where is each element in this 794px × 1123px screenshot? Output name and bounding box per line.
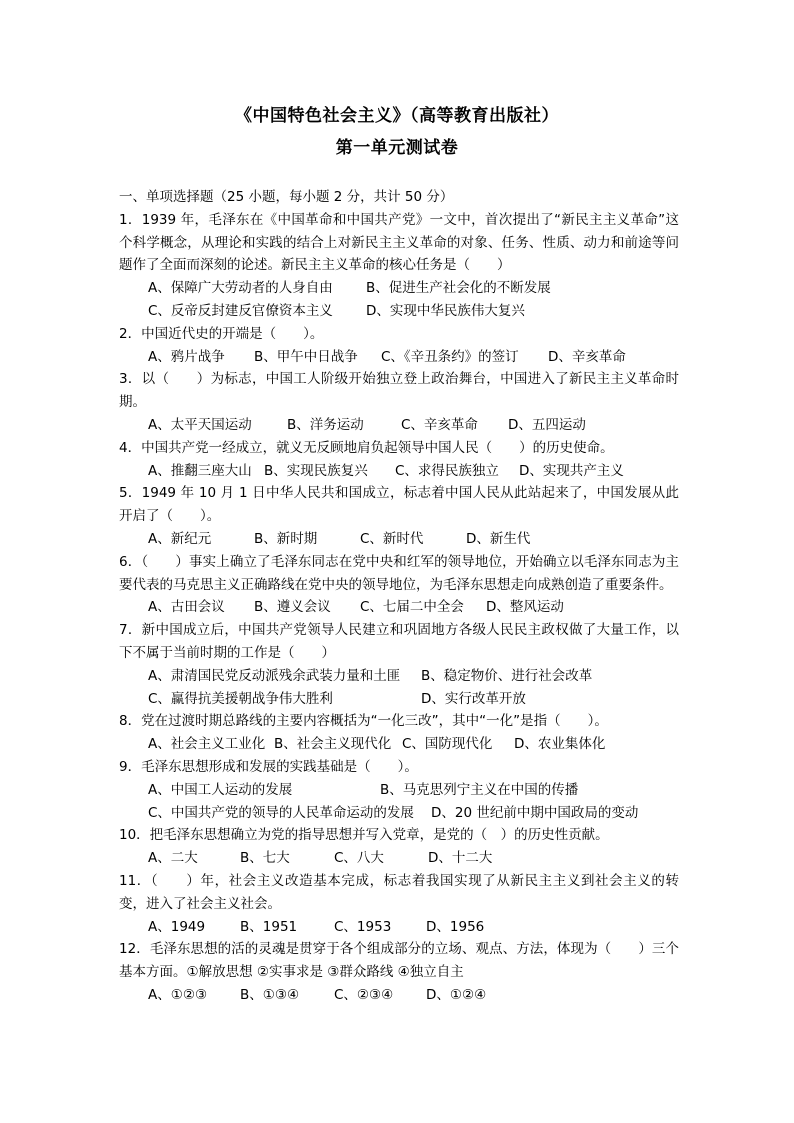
- question-list: [119, 209, 679, 1007]
- option-d: D、20 世纪前中期中国政局的变动: [431, 804, 639, 821]
- option-a: A、推翻三座大山: [148, 462, 252, 479]
- question-6: [119, 551, 679, 619]
- option-d: D、1956: [426, 918, 485, 935]
- option-c: C、1953: [334, 918, 392, 935]
- question-5: [119, 482, 679, 550]
- question-stem: 12．毛泽东思想的活的灵魂是贯穿于各个组成部分的立场、观点、方法，体现为（ ）三个基本方面。①解放思想 ②实事求是 ③群众路线 ④独立自主: [119, 941, 679, 981]
- options-row: [119, 802, 679, 825]
- options-row: [119, 460, 679, 483]
- options-row: [119, 847, 679, 870]
- option-c: C、《辛丑条约》的签订: [381, 348, 519, 365]
- options-row: [119, 300, 679, 323]
- option-d: D、农业集体化: [514, 736, 606, 753]
- question-12: [119, 938, 679, 1006]
- option-a: A、①②③: [148, 986, 208, 1003]
- option-a: A、中国工人运动的发展: [148, 781, 293, 798]
- question-8: [119, 710, 679, 756]
- question-stem: 6．（ ）事实上确立了毛泽东同志在党中央和红军的领导地位，开始确立以毛泽东同志为主要代表的马克思主义正确路线在党中央的领导地位，为毛泽东思想走向成熟创造了重要条件。: [119, 553, 679, 593]
- option-b: B、新时期: [254, 530, 318, 547]
- options-row: [119, 596, 679, 619]
- exam-title: 《中国特色社会主义》（高等教育出版社）: [235, 106, 559, 126]
- option-c: C、②③④: [334, 986, 394, 1003]
- question-stem: 2．中国近代史的开端是（ ）。: [119, 325, 324, 342]
- option-a: A、二大: [148, 850, 198, 867]
- option-a: A、鸦片战争: [148, 348, 225, 365]
- question-9: [119, 756, 679, 824]
- option-d: D、五四运动: [508, 416, 586, 433]
- question-stem: 11．（ ）年，社会主义改造基本完成，标志着我国实现了从新民主主义到社会主义的转变，进入了社会主义社会。: [119, 872, 679, 912]
- option-b: B、马克思列宁主义在中国的传播: [380, 781, 579, 798]
- options-row: [119, 665, 679, 688]
- question-11: [119, 870, 679, 938]
- question-stem: 4．中国共产党一经成立，就义无反顾地肩负起领导中国人民（ ）的历史使命。: [119, 439, 614, 456]
- question-stem: 9．毛泽东思想形成和发展的实践基础是（ ）。: [119, 758, 418, 775]
- option-c: C、八大: [334, 850, 384, 867]
- option-d: D、新生代: [466, 530, 531, 547]
- question-stem: 5．1949 年 10 月 1 日中华人民共和国成立，标志着中国人民从此站起来了，中国发展从此开启了（ ）。: [119, 485, 679, 525]
- exam-content: [119, 186, 679, 1007]
- question-stem: 8．党在过渡时期总路线的主要内容概括为“一化三改”，其中“一化”是指（ ）。: [119, 713, 608, 730]
- question-2: [119, 323, 679, 369]
- option-c: C、辛亥革命: [401, 416, 478, 433]
- option-b: B、社会主义现代化: [274, 736, 392, 753]
- option-b: B、七大: [240, 850, 290, 867]
- option-c: C、求得民族独立: [395, 462, 499, 479]
- question-stem: 7．新中国成立后，中国共产党领导人民建立和巩固地方各级人民民主政权做了大量工作，以下不属于当前时期的工作是（ ）: [119, 622, 679, 661]
- option-b: B、洋务运动: [287, 416, 364, 433]
- section-heading: 一、单项选择题（25 小题，每小题 2 分，共计 50 分）: [119, 189, 454, 205]
- question-4: [119, 437, 679, 483]
- question-stem: 3．以（ ）为标志，中国工人阶级开始独立登上政治舞台，中国进入了新民主主义革命时期。: [119, 371, 679, 411]
- question-7: [119, 619, 679, 710]
- option-b: B、实现民族复兴: [264, 462, 368, 479]
- exam-subtitle: 第一单元测试卷: [335, 138, 459, 158]
- options-row: [119, 277, 679, 300]
- option-d: D、实现共产主义: [519, 462, 624, 479]
- option-b: B、遵义会议: [254, 599, 331, 616]
- options-row: [119, 916, 679, 939]
- question-stem: 1．1939 年，毛泽东在《中国革命和中国共产党》一文中，首次提出了“新民主主义革命”这个科学概念，从理论和实践的结合上对新民主主义革命的对象、任务、性质、动力和前途等问题作了全面而深刻的论述。新民主主义革命的核心任务是（ ）: [119, 211, 679, 274]
- options-row: [119, 528, 679, 551]
- options-row: [119, 984, 679, 1007]
- option-c: C、新时代: [360, 530, 424, 547]
- option-a: A、新纪元: [148, 530, 212, 547]
- options-row: [119, 733, 679, 756]
- question-3: [119, 368, 679, 436]
- option-a: A、社会主义工业化: [148, 736, 266, 753]
- option-a: A、1949: [148, 918, 206, 935]
- question-10: [119, 824, 679, 870]
- option-d: D、整风运动: [486, 599, 564, 616]
- question-stem: 10．把毛泽东思想确立为党的指导思想并写入党章，是党的（ ）的历史性贡献。: [119, 827, 609, 844]
- options-row: [119, 346, 679, 369]
- option-a: A、肃清国民党反动派残余武装力量和土匪: [148, 667, 401, 684]
- options-row: [119, 779, 679, 802]
- option-b: B、①③④: [240, 986, 300, 1003]
- option-b: B、甲午中日战争: [254, 348, 358, 365]
- option-c: C、赢得抗美援朝战争伟大胜利: [148, 690, 333, 707]
- option-a: A、古田会议: [148, 599, 225, 616]
- option-c: C、国防现代化: [402, 736, 493, 753]
- options-row: [119, 414, 679, 437]
- option-b: B、稳定物价、进行社会改革: [421, 667, 593, 684]
- options-row: [119, 688, 679, 711]
- option-d: D、实现中华民族伟大复兴: [366, 302, 525, 319]
- option-a: A、太平天国运动: [148, 416, 252, 433]
- option-c: C、七届二中全会: [360, 599, 464, 616]
- option-d: D、①②④: [426, 986, 487, 1003]
- option-b: B、促进生产社会化的不断发展: [366, 280, 551, 297]
- option-d: D、十二大: [428, 850, 493, 867]
- option-a: A、保障广大劳动者的人身自由: [148, 280, 333, 297]
- option-c: C、中国共产党的领导的人民革命运动的发展: [148, 804, 414, 821]
- option-d: D、辛亥革命: [548, 348, 626, 365]
- option-b: B、1951: [240, 918, 298, 935]
- option-c: C、反帝反封建反官僚资本主义: [148, 302, 333, 319]
- question-1: [119, 209, 679, 323]
- option-d: D、实行改革开放: [421, 690, 526, 707]
